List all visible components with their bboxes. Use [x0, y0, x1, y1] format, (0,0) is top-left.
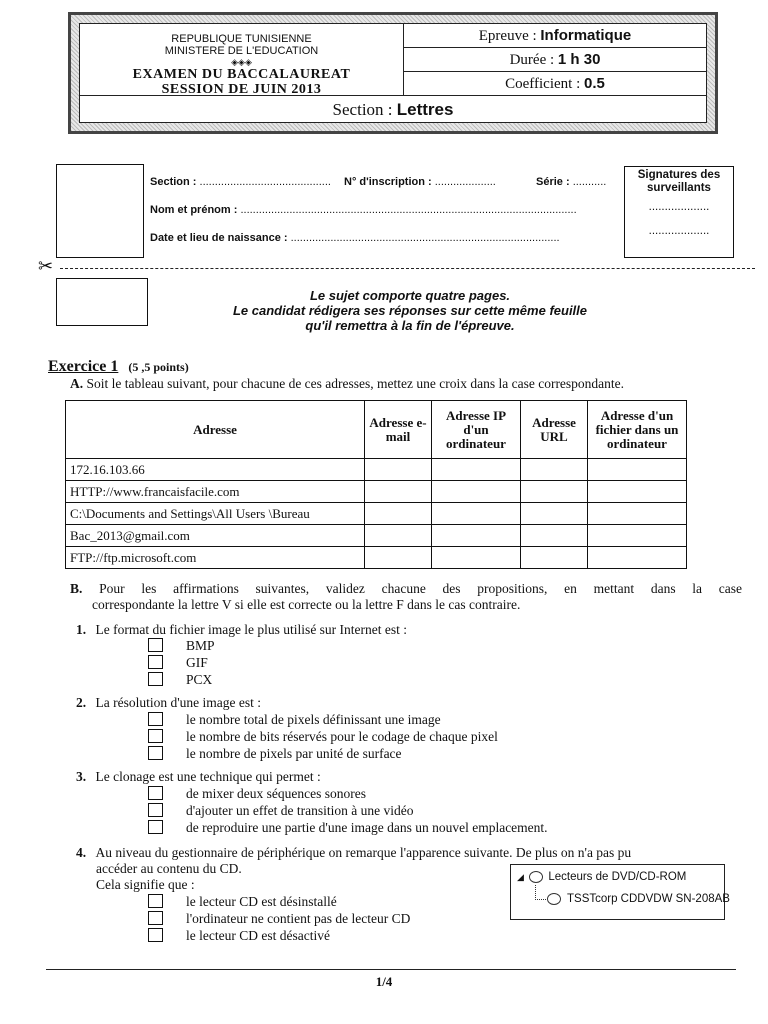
coefficient-row: Coefficient : 0.5	[505, 75, 605, 92]
republic-text: REPUBLIQUE TUNISIENNE	[171, 33, 312, 45]
question-4-line-3: Cela signifie que :	[96, 877, 195, 892]
exam-header	[68, 12, 718, 134]
question-4: 4. Au niveau du gestionnaire de périphérique on remarque l'apparence suivante. De plus on n'a pas pu	[76, 845, 632, 860]
answer-checkbox[interactable]	[148, 803, 163, 817]
part-b-line-2: correspondante la lettre V si elle est correcte ou la lettre F dans le cas contraire.	[92, 597, 521, 612]
options-q1: BMP GIF PCX	[148, 638, 163, 689]
exercise-title: Exercice 1	[48, 358, 119, 375]
birth-field[interactable]: Date et lieu de naissance : ........................................................................................	[150, 232, 560, 244]
table-row	[66, 459, 687, 481]
answer-cell[interactable]	[588, 503, 687, 525]
exam-title: EXAMEN DU BACCALAUREAT	[132, 67, 351, 82]
answer-cell[interactable]	[521, 459, 588, 481]
section-field[interactable]: Section : ...........................................	[150, 176, 331, 188]
epreuve-value: Informatique	[540, 27, 632, 44]
answer-cell[interactable]	[521, 547, 588, 569]
address-cell: Bac_2013@gmail.com	[66, 525, 365, 547]
candidate-number-box[interactable]	[56, 164, 144, 258]
answer-cell[interactable]	[432, 525, 521, 547]
signatures-box	[624, 166, 734, 258]
answer-cell[interactable]	[521, 481, 588, 503]
device-category-row	[517, 871, 686, 883]
disabled-drive-icon	[547, 893, 561, 905]
scissors-icon: ✂	[38, 256, 54, 276]
address-table	[65, 400, 687, 569]
answer-checkbox[interactable]	[148, 746, 163, 760]
header-url: Adresse URL	[521, 401, 588, 459]
section-row: Section : Lettres	[332, 100, 454, 119]
question-3: 3. Le clonage est une technique qui permet :	[76, 769, 321, 784]
answer-cell[interactable]	[521, 525, 588, 547]
device-row	[547, 893, 730, 905]
answer-checkbox[interactable]	[148, 655, 163, 669]
ministry-text: MINISTERE DE L'EDUCATION	[164, 45, 319, 57]
table-row	[66, 525, 687, 547]
notice-line-1: Le sujet comporte quatre pages.	[309, 288, 511, 303]
options-q2: le nombre total de pixels définissant une image le nombre de bits réservés pour le codage de chaque pixel le nombre de pixels par unité de surface	[148, 712, 163, 763]
answer-checkbox[interactable]	[148, 638, 163, 652]
name-field[interactable]: Nom et prénom : ..............................................................................................................	[150, 204, 577, 216]
question-2: 2. La résolution d'une image est :	[76, 695, 262, 710]
tree-connector	[535, 885, 546, 900]
table-row	[66, 503, 687, 525]
footer-rule	[46, 969, 736, 970]
header-file: Adresse d'un fichier dans un ordinateur	[588, 401, 687, 459]
section-value: Lettres	[396, 100, 454, 119]
serie-field[interactable]: Série : ...........	[536, 176, 607, 188]
table-row	[66, 481, 687, 503]
signature-line-1[interactable]: ...................	[648, 201, 710, 213]
device-manager-screenshot	[510, 864, 730, 920]
anonymous-number-box[interactable]	[56, 278, 148, 326]
answer-cell[interactable]	[365, 481, 432, 503]
options-q3: de mixer deux séquences sonores d'ajouter un effet de transition à une vidéo de reproduire une partie d'une image dans un nouvel emplacement.	[148, 786, 163, 837]
table-row	[66, 547, 687, 569]
answer-cell[interactable]	[365, 459, 432, 481]
answer-cell[interactable]	[588, 481, 687, 503]
answer-cell[interactable]	[588, 459, 687, 481]
cdrom-drive-icon	[529, 871, 543, 883]
answer-cell[interactable]	[365, 547, 432, 569]
device-name: TSSTcorp CDDVDW SN-208AB	[567, 893, 730, 906]
cut-line	[60, 268, 755, 269]
question-4-line-2: accéder au contenu du CD.	[96, 861, 242, 876]
signature-line-2[interactable]: ...................	[648, 225, 710, 237]
expand-arrow-icon: ◢	[517, 872, 524, 883]
answer-checkbox[interactable]	[148, 729, 163, 743]
answer-cell[interactable]	[432, 547, 521, 569]
exercise-points: (5 ,5 points)	[128, 360, 189, 374]
address-cell: FTP://ftp.microsoft.com	[66, 547, 365, 569]
answer-cell[interactable]	[432, 481, 521, 503]
ministry-block	[80, 24, 404, 96]
answer-cell[interactable]	[432, 503, 521, 525]
instructions	[160, 288, 660, 333]
answer-cell[interactable]	[432, 459, 521, 481]
page-number: 1/4	[375, 974, 393, 989]
notice-line-3: qu'il remettra à la fin de l'épreuve.	[305, 318, 515, 333]
part-b-line-1: B. Pour les affirmations suivantes, validez chacune des propositions, en mettant dans la case	[70, 581, 742, 596]
exam-details	[404, 24, 706, 96]
address-cell: 172.16.103.66	[66, 459, 365, 481]
notice-line-2: Le candidat rédigera ses réponses sur cette même feuille	[232, 303, 588, 318]
exercise-heading	[48, 358, 189, 376]
duree-value: 1 h 30	[557, 51, 601, 68]
answer-checkbox[interactable]	[148, 672, 163, 686]
answer-checkbox[interactable]	[148, 820, 163, 834]
part-a-instruction: A. Soit le tableau suivant, pour chacune de ces adresses, mettez une croix dans la case correspondante.	[70, 376, 625, 391]
header-email: Adresse e-mail	[365, 401, 432, 459]
options-q4: le lecteur CD est désinstallé l'ordinateur ne contient pas de lecteur CD le lecteur CD est désactivé	[148, 894, 163, 945]
coefficient-value: 0.5	[584, 75, 605, 92]
address-cell: C:\Documents and Settings\All Users \Bureau	[66, 503, 365, 525]
device-category: Lecteurs de DVD/CD-ROM	[548, 871, 687, 884]
epreuve-row: Epreuve : Informatique	[404, 24, 706, 48]
session-title: SESSION DE JUIN 2013	[161, 82, 322, 97]
answer-cell[interactable]	[365, 503, 432, 525]
header-ip: Adresse IP d'un ordinateur	[432, 401, 521, 459]
inscription-field[interactable]: N° d'inscription : ....................	[344, 176, 496, 188]
signatures-title: Signatures des surveillants	[637, 169, 721, 194]
answer-cell[interactable]	[588, 525, 687, 547]
answer-checkbox[interactable]	[148, 712, 163, 726]
answer-checkbox[interactable]	[148, 786, 163, 800]
question-1: 1. Le format du fichier image le plus utilisé sur Internet est :	[76, 622, 408, 637]
address-cell: HTTP://www.francaisfacile.com	[66, 481, 365, 503]
answer-cell[interactable]	[588, 547, 687, 569]
answer-cell[interactable]	[365, 525, 432, 547]
answer-cell[interactable]	[521, 503, 588, 525]
answer-checkbox[interactable]	[148, 911, 163, 925]
ornament-icon: ◈◈◈	[231, 57, 252, 67]
header-adresse: Adresse	[66, 401, 365, 459]
answer-checkbox[interactable]	[148, 894, 163, 908]
answer-checkbox[interactable]	[148, 928, 163, 942]
duree-row: Durée : 1 h 30	[404, 48, 706, 72]
